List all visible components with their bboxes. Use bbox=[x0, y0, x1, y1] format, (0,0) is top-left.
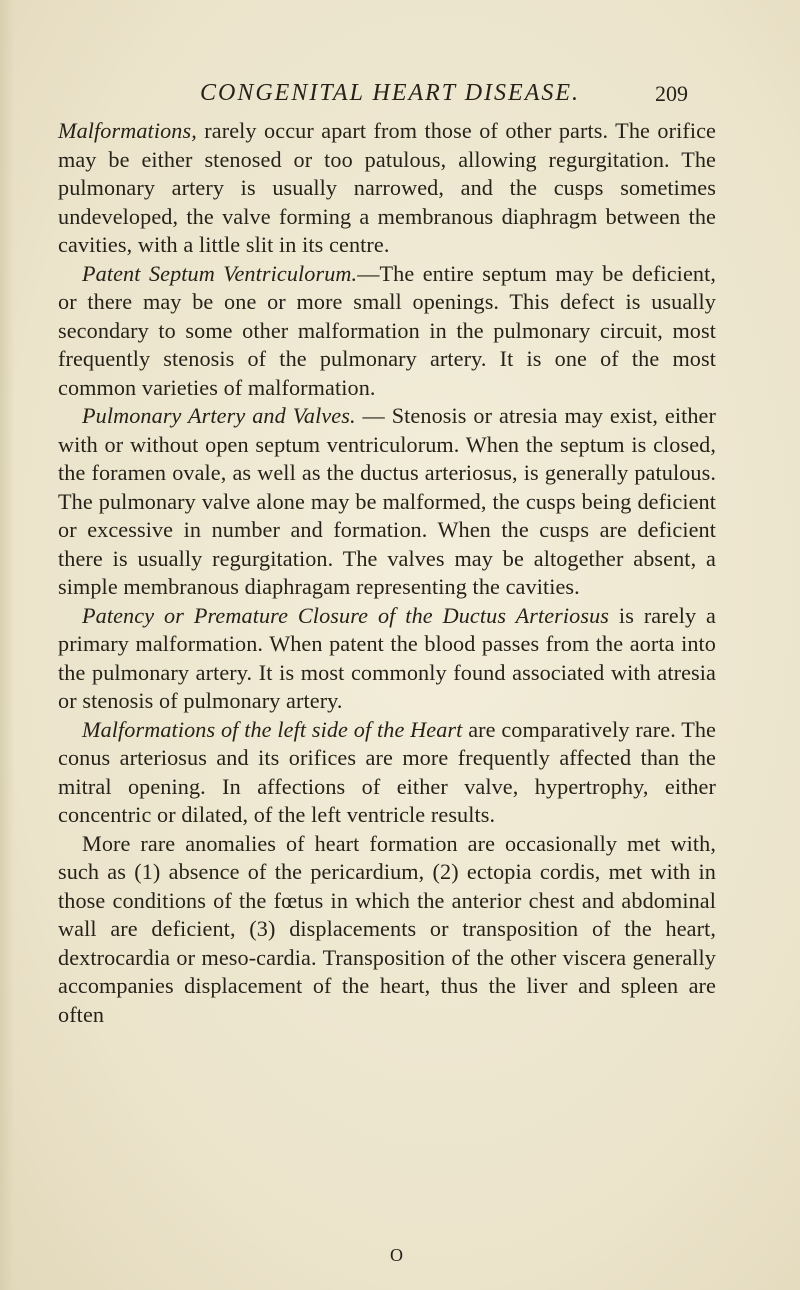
running-title: CONGENITAL HEART DISEASE. bbox=[200, 80, 581, 106]
paragraph-text: rarely occur apart from those of other parts. The orifice may be either stenosed or too patulous, allowing regurgitation. The pulmonary artery is usually narrowed, and the cusps sometimes undeveloped, the valve forming a membranous diaphragm between the cavities, with a little slit in its centre. bbox=[58, 118, 716, 257]
paragraph-lead: Pulmonary Artery and Valves. bbox=[82, 403, 356, 428]
paragraph-ductus-arteriosus bbox=[58, 602, 716, 716]
paragraph-lead: Malformations of the left side of the Heart bbox=[82, 716, 463, 742]
paragraph-lead: Patent Septum Ventriculorum. bbox=[82, 260, 358, 286]
page-number: 209 bbox=[655, 81, 688, 106]
paragraph-lead: Malformations, bbox=[58, 118, 197, 143]
body-text bbox=[58, 117, 716, 1029]
paragraph-text: are comparatively rare. The conus arteriosus and its orifices are more frequently affected than the mitral opening. In affections of either valve, hypertrophy, either concentric or dilated, of the left ventricle results. bbox=[58, 716, 717, 827]
paragraph-text: More rare anomalies of heart formation are occasionally met with, such as (1) absence of the pericardium, (2) ectopia cordis, met with in those conditions of the fœtus in which the anterior chest and abdominal wall are deficient, (3) displacements or transposition of the heart, dextrocardia or meso-cardia. Transposition of the other viscera generally accompanies displacement of the heart, thus the liver and spleen are often bbox=[58, 830, 716, 1027]
paragraph-lead: Patency or Premature Closure of the Ductus Arteriosus bbox=[82, 602, 610, 628]
paragraph-text: —The entire septum may be deficient, or there may be one or more small openings. This defect is usually secondary to some other malformation in the pulmonary circuit, most frequently stenosis of the pulmonary artery. It is one of the most common varieties of malformation. bbox=[58, 260, 716, 400]
paragraph-rare-anomalies bbox=[58, 830, 716, 1030]
paragraph-patent-septum bbox=[58, 260, 716, 403]
paragraph-text: is rarely a primary malformation. When patent the blood passes from the aorta into the pulmonary artery. It is most commonly found associated with atresia or stenosis of pulmonary artery. bbox=[58, 602, 716, 713]
running-head bbox=[0, 78, 800, 110]
paragraph-pulmonary-artery bbox=[58, 402, 716, 602]
paragraph-malformations bbox=[58, 117, 716, 260]
signature-mark: O bbox=[390, 1245, 403, 1265]
binding-shadow bbox=[0, 0, 14, 1290]
paragraph-text: — Stenosis or atresia may exist, either with or without open septum ventriculorum. When the septum is closed, the foramen ovale, as well as the ductus arteriosus, is generally patulous. The pulmonary valve alone may be malformed, the cusps being deficient or excessive in number and formation. When the cusps are deficient there is usually regurgitation. The valves may be altogether absent, a simple membranous diaphragam representing the cavities. bbox=[58, 403, 716, 599]
paragraph-left-side-heart bbox=[58, 716, 716, 830]
